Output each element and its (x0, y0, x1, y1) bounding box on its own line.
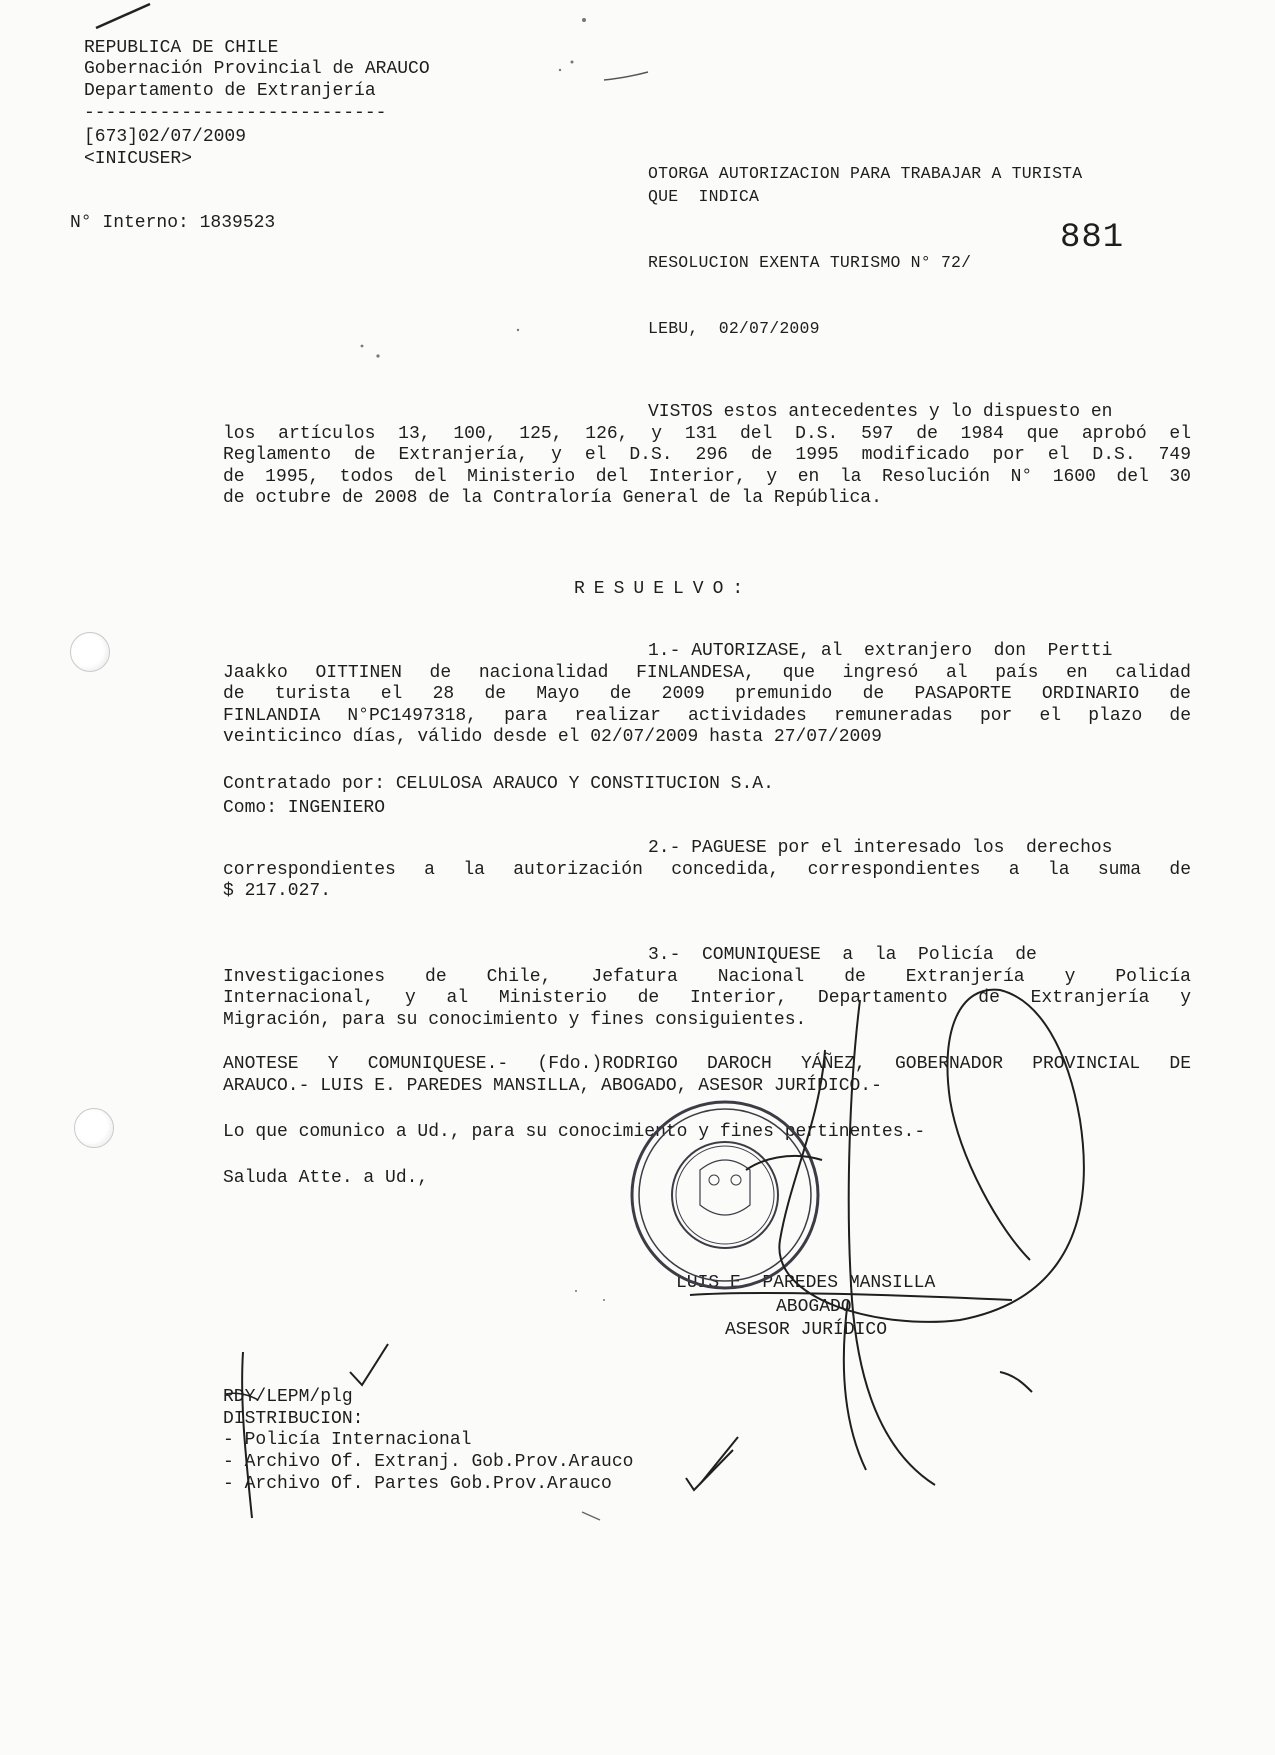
signatory-role: ASESOR JURÍDICO (725, 1320, 888, 1340)
item-1-line: de turista el 28 de Mayo de 2009 premunido de PASAPORTE ORDINARIO de (223, 684, 1191, 704)
scan-speck-marks (361, 18, 648, 1520)
item-1-line: veinticinco días, válido desde el 02/07/2009 hasta 27/07/2009 (223, 727, 882, 747)
footer-distribucion: DISTRIBUCION: (223, 1409, 364, 1429)
signatory-name: LUIS E. PAREDES MANSILLA (676, 1273, 936, 1293)
distribution-item: - Archivo Of. Partes Gob.Prov.Arauco (223, 1474, 612, 1494)
item-3-line: 3.- COMUNIQUESE a la Policía de (648, 945, 1037, 965)
anotese-line: ANOTESE Y COMUNIQUESE.- (Fdo.)RODRIGO DAROCH YÁÑEZ, GOBERNADOR PROVINCIAL DE (223, 1054, 1191, 1074)
header-ref: [673]02/07/2009 (84, 127, 247, 147)
comunico-line: Lo que comunico a Ud., para su conocimiento y fines pertinentes.- (223, 1122, 926, 1142)
item-3-line: Migración, para su conocimiento y fines consiguientes. (223, 1009, 807, 1030)
saluda-line: Saluda Atte. a Ud., (223, 1168, 429, 1188)
punch-hole-top (70, 632, 110, 672)
resolucion-number: 881 (1060, 219, 1125, 257)
item-3-paragraph (223, 945, 1191, 1031)
anotese-line: ARAUCO.- LUIS E. PAREDES MANSILLA, ABOGADO, ASESOR JURÍDICO.- (223, 1075, 882, 1096)
header-country: REPUBLICA DE CHILE (84, 38, 279, 58)
como-line: Como: INGENIERO (223, 798, 386, 818)
distribution-item: - Policía Internacional (223, 1430, 472, 1450)
header-interno: N° Interno: 1839523 (70, 213, 276, 233)
signatory-role: ABOGADO (776, 1297, 852, 1317)
item-2-line: $ 217.027. (223, 881, 332, 901)
vistos-line: VISTOS estos antecedentes y lo dispuesto en (648, 402, 1113, 422)
punch-hole-bottom (74, 1108, 114, 1148)
header-departamento: Departamento de Extranjería (84, 81, 376, 101)
item-2-line: correspondientes a la autorización concedida, correspondientes a la suma de (223, 859, 1191, 880)
vistos-paragraph (223, 402, 1191, 510)
vistos-line: los artículos 13, 100, 125, 126, y 131 del D.S. 597 de 1984 que aprobó el (223, 423, 1191, 444)
distribution-item: - Archivo Of. Extranj. Gob.Prov.Arauco (223, 1452, 634, 1472)
place-date: LEBU, 02/07/2009 (648, 319, 820, 338)
header-user: <INICUSER> (84, 149, 193, 169)
title-line-1: OTORGA AUTORIZACION PARA TRABAJAR A TURISTA (648, 164, 1083, 183)
header-gobernacion: Gobernación Provincial de ARAUCO (84, 59, 430, 79)
pen-stroke-mark (96, 4, 150, 28)
resuelvo-heading: RESUELVO: (574, 579, 753, 599)
item-3-line: Investigaciones de Chile, Jefatura Nacional de Extranjería y Policía (223, 966, 1191, 987)
header-rule: ---------------------------- (84, 103, 387, 123)
item-2-line: 2.- PAGUESE por el interesado los derechos (648, 838, 1113, 858)
resolucion-label: RESOLUCION EXENTA TURISMO N° 72/ (648, 253, 972, 272)
item-1-paragraph (223, 641, 1191, 749)
item-3-line: Internacional, y al Ministerio de Interior, Departamento de Extranjería y (223, 988, 1191, 1008)
vistos-line: Reglamento de Extranjería, y el D.S. 296 de 1995 modificado por el D.S. 749 (223, 445, 1191, 465)
item-2-paragraph (223, 838, 1191, 903)
title-line-2: QUE INDICA (648, 187, 760, 206)
item-1-line: Jaakko OITTINEN de nacionalidad FINLANDESA, que ingresó al país en calidad (223, 662, 1191, 683)
vistos-line: de 1995, todos del Ministerio del Interior, y en la Resolución N° 1600 del 30 (223, 466, 1191, 487)
vistos-line: de octubre de 2008 de la Contraloría General de la República. (223, 488, 882, 508)
item-1-line: 1.- AUTORIZASE, al extranjero don Pertti (648, 641, 1113, 661)
item-1-line: FINLANDIA N°PC1497318, para realizar actividades remuneradas por el plazo de (223, 705, 1191, 726)
anotese-paragraph (223, 1054, 1191, 1097)
footer-initials: RDY/LEPM/plg (223, 1387, 353, 1407)
contratado-line: Contratado por: CELULOSA ARAUCO Y CONSTITUCION S.A. (223, 774, 774, 794)
